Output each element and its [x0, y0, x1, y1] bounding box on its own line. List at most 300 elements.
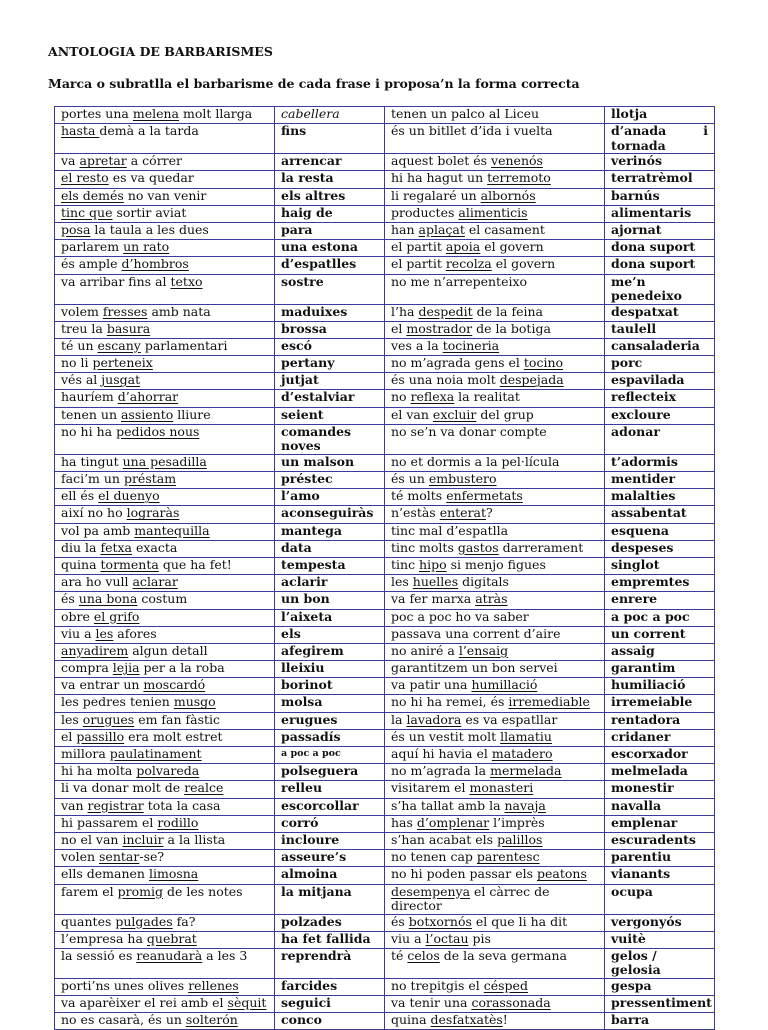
sentence-left: l’empresa ha quebrat: [55, 931, 275, 948]
answer-right: escorxador: [605, 747, 715, 764]
answer-right: empremtes: [605, 575, 715, 592]
sentence-right: viu a l’octau pis: [385, 931, 605, 948]
answer-right: dona suport: [605, 257, 715, 274]
barbarism-word: excluir: [432, 406, 477, 422]
answer-right: esquena: [605, 523, 715, 540]
table-row: [55, 884, 715, 914]
barbarism-word: apretar: [79, 153, 127, 169]
answer-left: fins: [275, 124, 385, 154]
answer-left: escó: [275, 338, 385, 355]
barbarism-word: tocino: [523, 355, 564, 371]
barbarism-word: despejada: [499, 372, 564, 388]
barbarism-word: tinc que: [61, 204, 113, 220]
sentence-left: les pedres tenien musgo: [55, 695, 275, 712]
answer-right: taulell: [605, 321, 715, 338]
instruction-text: Marca o subratlla el barbarisme de cada frase i proposa’n la forma correcta: [48, 76, 580, 91]
answer-left: tempesta: [275, 557, 385, 574]
sentence-right: desempenya el càrrec de director: [385, 884, 605, 914]
table-row: [55, 729, 715, 746]
barbarism-word: solterón: [185, 1012, 238, 1028]
sentence-right: va fer marxa atràs: [385, 592, 605, 609]
sentence-left: parlarem un rato: [55, 240, 275, 257]
sentence-left: quantes pulgades fa?: [55, 914, 275, 931]
answer-left: almoina: [275, 867, 385, 884]
answer-left: l’aixeta: [275, 609, 385, 626]
barbarism-word: humillació: [471, 677, 538, 693]
sentence-left: va arribar fins al tetxo: [55, 274, 275, 304]
sentence-right: tinc molts gastos darrerament: [385, 540, 605, 557]
answer-right: escuradents: [605, 832, 715, 849]
table-row: [55, 407, 715, 424]
sentence-left: posa la taula a les dues: [55, 222, 275, 239]
sentence-left: porti’ns unes olives rellenes: [55, 978, 275, 995]
answer-right: verinós: [605, 154, 715, 171]
sentence-left: tenen un assiento lliure: [55, 407, 275, 424]
sentence-right: el mostrador de la botiga: [385, 321, 605, 338]
sentence-left: el resto es va quedar: [55, 171, 275, 188]
barbarism-word: l’ensaig: [458, 642, 509, 658]
sentence-left: no li perteneix: [55, 356, 275, 373]
sentence-left: no hi ha pedidos nous: [55, 424, 275, 454]
answer-left: aclarir: [275, 575, 385, 592]
sentence-left: hauríem d’ahorrar: [55, 390, 275, 407]
sentence-left: així no ho lograràs: [55, 506, 275, 523]
sentence-left: treu la basura: [55, 321, 275, 338]
sentence-right: el partit apoia el govern: [385, 240, 605, 257]
answer-right: me’n penedeixo: [605, 274, 715, 304]
barbarism-word: pedidos nous: [116, 423, 200, 439]
sentence-left: no es casarà, és un solterón: [55, 1013, 275, 1030]
sentence-left: millora paulatinament: [55, 747, 275, 764]
answer-right: enrere: [605, 592, 715, 609]
answer-right: malalties: [605, 489, 715, 506]
table-row: [55, 205, 715, 222]
sentence-left: és ample d’hombros: [55, 257, 275, 274]
answer-left: corró: [275, 815, 385, 832]
sentence-right: té molts enfermetats: [385, 489, 605, 506]
barbarism-word: hipo: [419, 556, 447, 572]
answer-left: borinot: [275, 678, 385, 695]
table-row: [55, 171, 715, 188]
answer-left: molsa: [275, 695, 385, 712]
answer-left: mantega: [275, 523, 385, 540]
answer-left: sostre: [275, 274, 385, 304]
barbarism-word: despedit: [418, 303, 473, 319]
answer-left: seguici: [275, 996, 385, 1013]
sentence-right: no m’agrada la mermelada: [385, 764, 605, 781]
page-title: ANTOLOGIA DE BARBARISMES: [48, 44, 273, 59]
barbarism-word: el resto: [61, 170, 109, 186]
sentence-left: vol pa amb mantequilla: [55, 523, 275, 540]
barbarism-word: sèquit: [227, 995, 267, 1011]
sentence-right: no hi poden passar els peatons: [385, 867, 605, 884]
table-row: [55, 304, 715, 321]
sentence-right: no hi ha remei, és irremediable: [385, 695, 605, 712]
table-row: [55, 832, 715, 849]
answer-left: els altres: [275, 188, 385, 205]
barbarism-word: reflexa: [410, 389, 455, 405]
barbarism-word: posa: [61, 221, 91, 237]
sentence-right: ves a la tocineria: [385, 338, 605, 355]
barbarism-word: embustero: [428, 471, 497, 486]
table-row: [55, 764, 715, 781]
sentence-right: tinc hipo si menjo figues: [385, 557, 605, 574]
barbarism-word: monasteri: [469, 780, 534, 796]
sentence-right: té celos de la seva germana: [385, 948, 605, 978]
table-row: [55, 712, 715, 729]
answer-left: afegirem: [275, 643, 385, 660]
answer-right: un corrent: [605, 626, 715, 643]
sentence-right: és botxornós el que li ha dit: [385, 914, 605, 931]
barbarism-word: aplaçat: [418, 221, 465, 237]
answer-left: incloure: [275, 832, 385, 849]
sentence-left: té un escany parlamentari: [55, 338, 275, 355]
answer-right: t’adormis: [605, 454, 715, 471]
table-row: [55, 390, 715, 407]
answer-left: reprendrà: [275, 948, 385, 978]
sentence-left: volen sentar-se?: [55, 850, 275, 867]
barbarism-word: una pesadilla: [122, 453, 207, 469]
answer-right: gespa: [605, 978, 715, 995]
sentence-left: faci’m un préstam: [55, 472, 275, 489]
sentence-right: és un bitllet d’ida i vuelta: [385, 124, 605, 154]
table-row: [55, 850, 715, 867]
table-row: [55, 643, 715, 660]
barbarism-word: les: [95, 625, 114, 641]
answer-right: navalla: [605, 798, 715, 815]
table-row: [55, 472, 715, 489]
answer-right: porc: [605, 356, 715, 373]
sentence-left: hasta demà a la tarda: [55, 124, 275, 154]
sentence-left: va aparèixer el rei amb el sèquit: [55, 996, 275, 1013]
sentence-left: ells demanen limosna: [55, 867, 275, 884]
answer-left: polseguera: [275, 764, 385, 781]
barbarism-word: melena: [132, 106, 179, 121]
answer-right: adonar: [605, 424, 715, 454]
barbarism-word: els demés: [61, 187, 124, 203]
sentence-right: no tenen cap parentesc: [385, 850, 605, 867]
answer-right: espavilada: [605, 373, 715, 390]
answer-left: una estona: [275, 240, 385, 257]
barbarism-word: realce: [184, 780, 224, 796]
barbarism-word: recolza: [445, 256, 492, 272]
answer-left: lleixiu: [275, 661, 385, 678]
barbarism-word: l’octau: [425, 930, 469, 946]
sentence-left: compra lejia per a la roba: [55, 661, 275, 678]
answer-right: excloure: [605, 407, 715, 424]
answer-left: jutjat: [275, 373, 385, 390]
table-row: [55, 996, 715, 1013]
table-row: [55, 321, 715, 338]
table-row: [55, 626, 715, 643]
sentence-right: visitarem el monasteri: [385, 781, 605, 798]
table-row: [55, 424, 715, 454]
answer-right: a poc a poc: [605, 609, 715, 626]
sentence-right: va patir una humillació: [385, 678, 605, 695]
table-row: [55, 222, 715, 239]
sentence-left: els demés no van venir: [55, 188, 275, 205]
answer-right: vianants: [605, 867, 715, 884]
barbarism-word: d’omplenar: [416, 814, 490, 830]
barbarism-word: matadero: [491, 746, 553, 761]
barbarism-word: enterat: [439, 505, 487, 521]
answer-left: passadís: [275, 729, 385, 746]
table-row: [55, 781, 715, 798]
barbarism-word: registrar: [87, 797, 144, 813]
answer-left: para: [275, 222, 385, 239]
barbarism-word: huelles: [412, 574, 459, 590]
barbarism-word: d’hombros: [121, 256, 189, 272]
table-row: [55, 978, 715, 995]
table-row: [55, 678, 715, 695]
barbarism-word: gastos: [457, 539, 499, 555]
answer-left: un malson: [275, 454, 385, 471]
barbarism-word: atràs: [475, 591, 508, 607]
table-row: [55, 523, 715, 540]
answer-right: despeses: [605, 540, 715, 557]
barbarism-word: assiento: [120, 406, 174, 422]
answer-right: assabentat: [605, 506, 715, 523]
table-row: [55, 338, 715, 355]
answer-left: haig de: [275, 205, 385, 222]
sentence-right: el partit recolza el govern: [385, 257, 605, 274]
sentence-right: l’ha despedit de la feina: [385, 304, 605, 321]
sentence-left: obre el grifo: [55, 609, 275, 626]
barbarism-word: lograràs: [126, 505, 180, 521]
barbarism-word: perteneix: [92, 355, 153, 371]
answer-left: cabellera: [275, 107, 385, 124]
sentence-left: hi passarem el rodillo: [55, 815, 275, 832]
sentence-right: s’han acabat els palillos: [385, 832, 605, 849]
barbarism-word: musgo: [173, 694, 216, 710]
table-row: [55, 575, 715, 592]
answer-right: vergonyós: [605, 914, 715, 931]
table-row: [55, 798, 715, 815]
table-row: [55, 867, 715, 884]
table-row: [55, 557, 715, 574]
sentence-left: viu a les afores: [55, 626, 275, 643]
sentence-left: portes una melena molt llarga: [55, 107, 275, 124]
answer-left: conco: [275, 1013, 385, 1030]
sentence-left: anyadirem algun detall: [55, 643, 275, 660]
barbarism-word: moscardó: [143, 677, 206, 693]
answer-left: farcides: [275, 978, 385, 995]
table-row: [55, 257, 715, 274]
table-row: [55, 373, 715, 390]
answer-right: pressentiment: [605, 996, 715, 1013]
answer-left: aconseguiràs: [275, 506, 385, 523]
answer-left: polzades: [275, 914, 385, 931]
barbarism-word: pulgades: [115, 913, 173, 929]
sentence-right: no trepitgis el césped: [385, 978, 605, 995]
barbarism-word: anyadirem: [61, 642, 129, 658]
barbarism-word: navaja: [504, 797, 546, 813]
sentence-right: no m’agrada gens el tocino: [385, 356, 605, 373]
barbarism-word: llamatiu: [500, 728, 552, 744]
answer-left: d’estalviar: [275, 390, 385, 407]
barbarism-word: hasta: [61, 123, 100, 139]
barbarism-word: el grifo: [93, 608, 140, 624]
answer-right: irremeiable: [605, 695, 715, 712]
answer-right: garantim: [605, 661, 715, 678]
answer-right: humiliació: [605, 678, 715, 695]
answer-right: d’anada i tornada: [605, 124, 715, 154]
sentence-right: és un vestit molt llamatiu: [385, 729, 605, 746]
barbarism-word: aclarar: [132, 574, 178, 590]
table-row: [55, 948, 715, 978]
answer-right: ocupa: [605, 884, 715, 914]
answer-right: barra: [605, 1013, 715, 1030]
answer-right: barnús: [605, 188, 715, 205]
barbarism-word: rellenes: [188, 977, 239, 993]
barbarism-word: sentar: [99, 849, 140, 865]
barbarism-word: césped: [483, 977, 528, 993]
sentence-left: va entrar un moscardó: [55, 678, 275, 695]
answer-right: alimentaris: [605, 205, 715, 222]
answer-left: erugues: [275, 712, 385, 729]
barbarism-word: mostrador: [406, 320, 473, 336]
table-row: [55, 188, 715, 205]
answer-right: emplenar: [605, 815, 715, 832]
sentence-right: quina desfatxatès!: [385, 1013, 605, 1030]
sentence-left: quina tormenta que ha fet!: [55, 557, 275, 574]
barbarism-word: reanudarà: [136, 947, 203, 963]
sentence-right: passava una corrent d’aire: [385, 626, 605, 643]
answer-left: maduixes: [275, 304, 385, 321]
barbarism-word: tormenta: [100, 556, 159, 572]
barbarism-word: alimenticis: [458, 204, 528, 220]
answer-right: cansaladeria: [605, 338, 715, 355]
sentence-right: no reflexa la realitat: [385, 390, 605, 407]
table-row: [55, 489, 715, 506]
barbarism-word: préstam: [123, 471, 177, 486]
barbarism-word: promig: [117, 883, 164, 899]
answer-left: data: [275, 540, 385, 557]
sentence-right: garantitzem un bon servei: [385, 661, 605, 678]
barbarism-word: terremoto: [487, 170, 551, 186]
sentence-right: és un embustero: [385, 472, 605, 489]
answer-left: la resta: [275, 171, 385, 188]
answer-right: reflecteix: [605, 390, 715, 407]
sentence-right: no se’n va donar compte: [385, 424, 605, 454]
table-row: [55, 695, 715, 712]
sentence-left: ell és el duenyo: [55, 489, 275, 506]
answer-left: escorcollar: [275, 798, 385, 815]
barbarism-word: orugues: [82, 711, 135, 727]
answer-left: seient: [275, 407, 385, 424]
answer-left: l’amo: [275, 489, 385, 506]
barbarism-word: peatons: [537, 866, 587, 882]
barbarism-word: venenós: [491, 153, 543, 169]
answer-right: cridaner: [605, 729, 715, 746]
table-row: [55, 154, 715, 171]
barbarism-word: desempenya: [391, 883, 471, 899]
sentence-right: és una noia molt despejada: [385, 373, 605, 390]
answer-right: ajornat: [605, 222, 715, 239]
answer-left: d’espatlles: [275, 257, 385, 274]
table-body: [55, 107, 715, 1030]
barbarism-word: mermelada: [490, 763, 562, 779]
sentence-left: ha tingut una pesadilla: [55, 454, 275, 471]
barbarism-word: botxornós: [408, 913, 472, 929]
table-row: [55, 124, 715, 154]
table-row: [55, 1013, 715, 1030]
sentence-right: tinc mal d’espatlla: [385, 523, 605, 540]
barbarism-word: rodillo: [157, 814, 199, 830]
barbarism-word: celos: [407, 947, 440, 963]
barbarism-word: tocineria: [442, 337, 500, 353]
barbarism-word: quebrat: [146, 930, 197, 946]
sentence-right: li regalaré un albornós: [385, 188, 605, 205]
barbarism-word: desfatxatès: [430, 1012, 503, 1028]
answer-right: dona suport: [605, 240, 715, 257]
table-row: [55, 815, 715, 832]
sentence-left: el passillo era molt estret: [55, 729, 275, 746]
barbarism-word: mantequilla: [134, 522, 210, 538]
answer-right: singlot: [605, 557, 715, 574]
table-row: [55, 747, 715, 764]
barbarism-word: escany: [97, 337, 141, 353]
table-row: [55, 931, 715, 948]
sentence-right: la lavadora es va espatllar: [385, 712, 605, 729]
sentence-right: no et dormis a la pel·lícula: [385, 454, 605, 471]
sentence-left: és una bona costum: [55, 592, 275, 609]
sentence-right: aquest bolet és venenós: [385, 154, 605, 171]
answer-right: mentider: [605, 472, 715, 489]
sentence-right: han aplaçat el casament: [385, 222, 605, 239]
table-row: [55, 914, 715, 931]
sentence-right: tenen un palco al Liceu: [385, 107, 605, 124]
table-row: [55, 540, 715, 557]
answer-left: un bon: [275, 592, 385, 609]
barbarism-word: apoia: [445, 239, 481, 255]
answer-left: asseure’s: [275, 850, 385, 867]
sentence-left: hi ha molta polvareda: [55, 764, 275, 781]
answer-left: els: [275, 626, 385, 643]
sentence-left: no el van incluir a la llista: [55, 832, 275, 849]
answer-right: melmelada: [605, 764, 715, 781]
table-row: [55, 506, 715, 523]
sentence-right: el van excluir del grup: [385, 407, 605, 424]
answer-left: arrencar: [275, 154, 385, 171]
sentence-right: n’estàs enterat?: [385, 506, 605, 523]
answer-left: pertany: [275, 356, 385, 373]
answer-left: relleu: [275, 781, 385, 798]
sentence-right: no aniré a l’ensaig: [385, 643, 605, 660]
barbarism-word: jusgat: [101, 372, 141, 388]
barbarism-word: basura: [106, 320, 151, 336]
table-row: [55, 356, 715, 373]
answer-left: préstec: [275, 472, 385, 489]
sentence-right: productes alimenticis: [385, 205, 605, 222]
answer-right: terratrèmol: [605, 171, 715, 188]
table-row: [55, 274, 715, 304]
answer-right: rentadora: [605, 712, 715, 729]
barbarism-word: palillos: [497, 831, 543, 847]
barbarism-word: el duenyo: [98, 488, 160, 504]
sentence-right: has d’omplenar l’imprès: [385, 815, 605, 832]
answer-right: assaig: [605, 643, 715, 660]
answer-left: brossa: [275, 321, 385, 338]
answer-right: monestir: [605, 781, 715, 798]
barbarism-word: irremediable: [508, 694, 590, 710]
table-row: [55, 592, 715, 609]
barbarism-word: polvareda: [136, 763, 200, 779]
answer-right: parentiu: [605, 850, 715, 867]
sentence-right: les huelles digitals: [385, 575, 605, 592]
barbarism-word: paulatinament: [109, 746, 202, 761]
barbarism-word: limosna: [148, 866, 199, 882]
